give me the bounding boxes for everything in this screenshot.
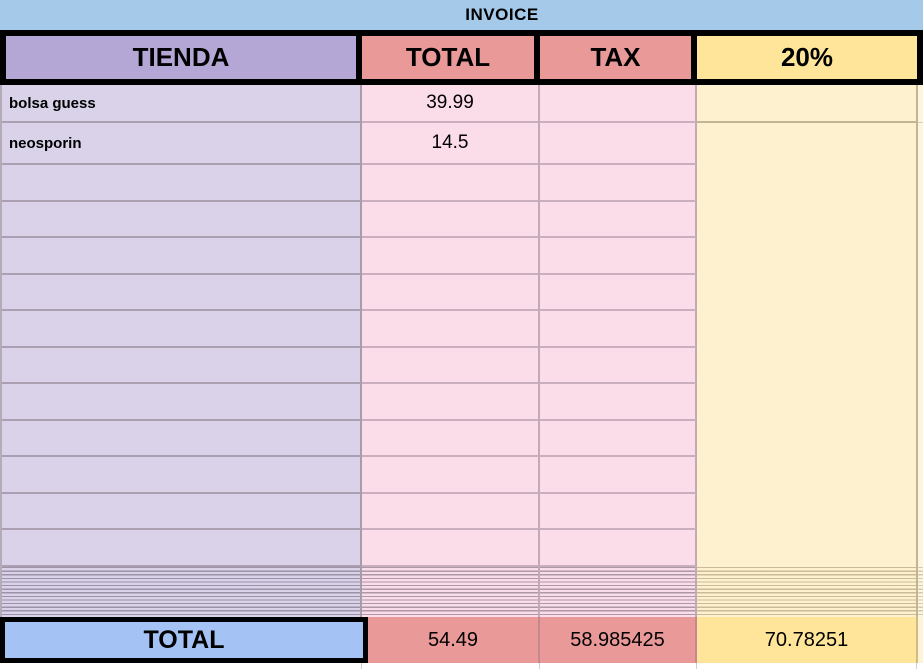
empty-row — [0, 530, 923, 567]
cell-tax[interactable] — [540, 123, 697, 165]
empty-row — [0, 348, 923, 385]
cell-total[interactable] — [362, 421, 540, 458]
cell-20pct-merged[interactable] — [697, 494, 918, 531]
cell-20pct[interactable] — [697, 85, 918, 123]
cell-total[interactable] — [362, 202, 540, 239]
empty-row — [0, 202, 923, 239]
cell-tax[interactable] — [540, 85, 697, 123]
cell-20pct-merged[interactable] — [697, 311, 918, 348]
empty-row — [0, 494, 923, 531]
bottom-cell — [917, 663, 922, 669]
sheet-edge-cell — [918, 85, 923, 123]
cell-20pct-merged[interactable] — [697, 202, 918, 239]
sheet-edge-cell — [918, 348, 923, 385]
cell-tax[interactable] — [540, 238, 697, 275]
cell-20pct-merged[interactable] — [697, 238, 918, 275]
cell-total[interactable] — [362, 384, 540, 421]
cell-total[interactable] — [362, 311, 540, 348]
collapsed-cells-tax[interactable] — [540, 567, 697, 617]
cell-tienda[interactable] — [2, 421, 362, 458]
empty-row — [0, 275, 923, 312]
cell-20pct-merged[interactable] — [697, 384, 918, 421]
cell-tienda[interactable] — [2, 165, 362, 202]
cell-total[interactable] — [362, 530, 540, 567]
cell-20pct-merged[interactable] — [697, 421, 918, 458]
footer-tax-value[interactable]: 58.985425 — [540, 617, 697, 663]
collapsed-cells-20pct[interactable] — [697, 567, 918, 617]
sheet-edge-cell — [918, 275, 923, 312]
footer-total-value[interactable]: 54.49 — [368, 617, 540, 663]
cell-total[interactable] — [362, 238, 540, 275]
cell-tienda[interactable]: neosporin — [2, 123, 362, 165]
sheet-edge-cell — [918, 123, 923, 165]
sheet-edge-cell — [918, 311, 923, 348]
sheet-edge-cell — [918, 494, 923, 531]
bottom-cell — [697, 663, 917, 669]
sheet-edge-cell — [918, 165, 923, 202]
cell-tienda[interactable] — [2, 384, 362, 421]
collapsed-cells-tienda[interactable] — [2, 567, 362, 617]
cell-tax[interactable] — [540, 311, 697, 348]
bottom-cell — [540, 663, 697, 669]
header-cell-total[interactable]: TOTAL — [362, 36, 540, 79]
empty-row — [0, 311, 923, 348]
cell-tax[interactable] — [540, 384, 697, 421]
table-footer-row — [0, 617, 923, 663]
bottom-cell — [362, 663, 540, 669]
sheet-edge-cell — [918, 421, 923, 458]
sheet-edge-cell — [918, 530, 923, 567]
sheet-edge-cell — [918, 567, 923, 617]
table-row — [0, 123, 923, 165]
sheet-edge-cell — [918, 238, 923, 275]
cell-tax[interactable] — [540, 494, 697, 531]
cell-tax[interactable] — [540, 348, 697, 385]
invoice-title-bar — [0, 0, 923, 30]
cell-tax[interactable] — [540, 165, 697, 202]
empty-row — [0, 457, 923, 494]
cell-20pct-merged[interactable] — [697, 275, 918, 312]
cell-tax[interactable] — [540, 275, 697, 312]
cell-tienda[interactable] — [2, 202, 362, 239]
cell-20pct-merged[interactable] — [697, 123, 918, 165]
footer-20pct-value[interactable]: 70.78251 — [697, 617, 918, 663]
sheet-bottom-strip — [0, 663, 923, 669]
collapsed-rows-band — [0, 567, 923, 617]
empty-row — [0, 384, 923, 421]
bottom-cell — [0, 663, 362, 669]
cell-tienda[interactable] — [2, 348, 362, 385]
cell-tienda[interactable] — [2, 530, 362, 567]
cell-tienda[interactable]: bolsa guess — [2, 85, 362, 123]
cell-total[interactable] — [362, 275, 540, 312]
cell-tax[interactable] — [540, 202, 697, 239]
table-body — [0, 85, 923, 567]
sheet-edge-cell — [918, 202, 923, 239]
sheet-edge-cell — [918, 384, 923, 421]
cell-total[interactable] — [362, 348, 540, 385]
header-cell-tienda[interactable]: TIENDA — [6, 36, 362, 79]
collapsed-cells-total[interactable] — [362, 567, 540, 617]
table-header-row — [0, 30, 923, 85]
cell-20pct-merged[interactable] — [697, 165, 918, 202]
header-cell-tax[interactable]: TAX — [540, 36, 697, 79]
cell-20pct-merged[interactable] — [697, 348, 918, 385]
cell-tax[interactable] — [540, 457, 697, 494]
cell-tienda[interactable] — [2, 311, 362, 348]
cell-total[interactable] — [362, 494, 540, 531]
cell-20pct-merged[interactable] — [697, 457, 918, 494]
table-row — [0, 85, 923, 123]
empty-row — [0, 165, 923, 202]
footer-total-label[interactable]: TOTAL — [0, 617, 368, 663]
cell-tax[interactable] — [540, 530, 697, 567]
cell-total[interactable] — [362, 165, 540, 202]
sheet-edge-cell — [918, 617, 923, 663]
cell-tienda[interactable] — [2, 457, 362, 494]
header-cell-20pct[interactable]: 20% — [697, 36, 917, 79]
cell-total[interactable]: 39.99 — [362, 85, 540, 123]
cell-tienda[interactable] — [2, 238, 362, 275]
cell-total[interactable]: 14.5 — [362, 123, 540, 165]
sheet-edge-cell — [918, 457, 923, 494]
empty-row — [0, 421, 923, 458]
cell-total[interactable] — [362, 457, 540, 494]
cell-tienda[interactable] — [2, 494, 362, 531]
cell-20pct-merged[interactable] — [697, 530, 918, 567]
cell-tax[interactable] — [540, 421, 697, 458]
invoice-title: INVOICE — [465, 5, 539, 24]
cell-tienda[interactable] — [2, 275, 362, 312]
empty-row — [0, 238, 923, 275]
